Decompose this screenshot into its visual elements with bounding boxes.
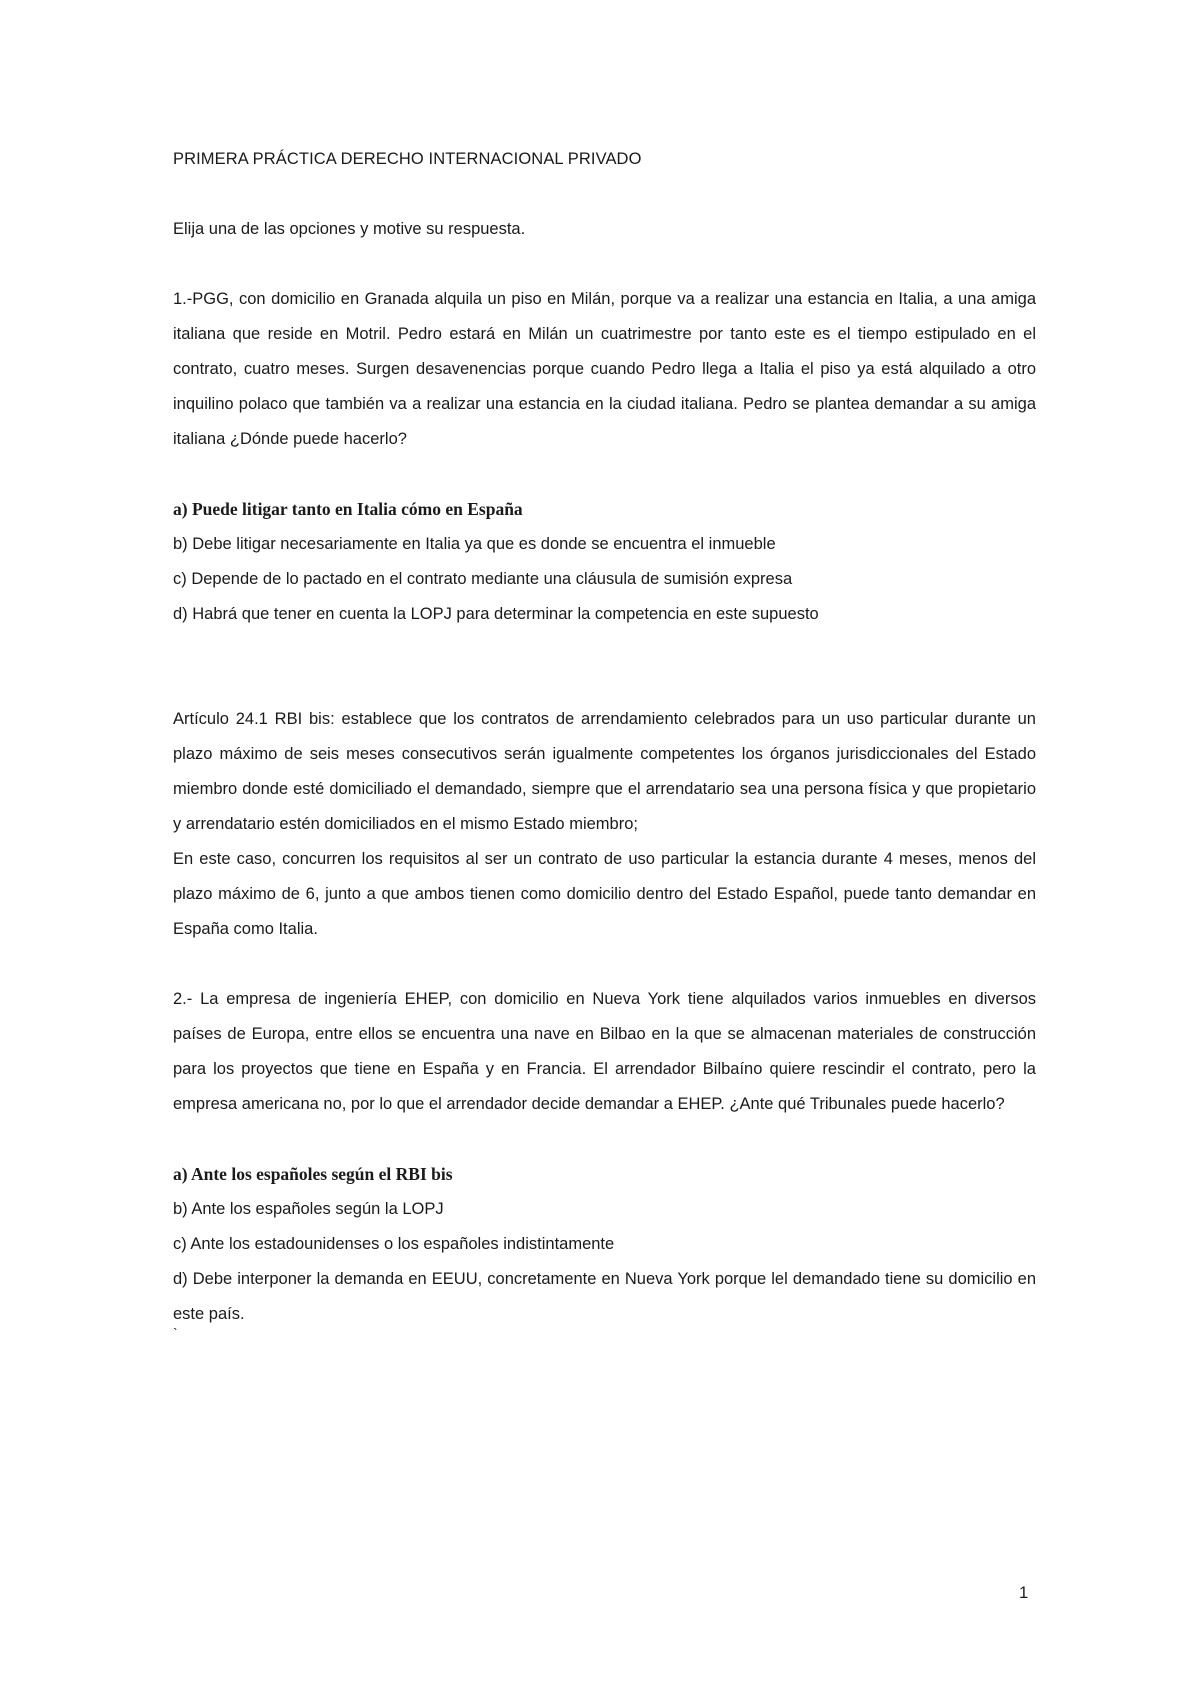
question-2-option-d: d) Debe interponer la demanda en EEUU, concretamente en Nueva York porque lel demandado tiene su domicilio en este país. bbox=[173, 1270, 1036, 1323]
question-2-options bbox=[173, 1157, 1036, 1332]
page-number: 1 bbox=[1019, 1584, 1029, 1602]
question-1-option-c: c) Depende de lo pactado en el contrato mediante una cláusula de sumisión expresa bbox=[173, 570, 793, 588]
question-1-option-a: a) Puede litigar tanto en Italia cómo en España bbox=[173, 499, 523, 519]
question-1-option-d: d) Habrá que tener en cuenta la LOPJ para determinar la competencia en este supuesto bbox=[173, 605, 819, 623]
document-title: PRIMERA PRÁCTICA DERECHO INTERNACIONAL PRIVADO bbox=[173, 150, 642, 168]
question-2-text: 2.- La empresa de ingeniería EHEP, con domicilio en Nueva York tiene alquilados varios inmuebles en diversos países de Europa, entre ellos se encuentra una nave en Bilbao en la que se almacenan materiales de construcción para los proyectos que tiene en España y en Francia. El arrendador Bilbaíno quiere rescindir el contrato, pero la empresa americana no, por lo que el arrendador decide demandar a EHEP. ¿Ante qué Tribunales puede hacerlo? bbox=[173, 990, 1036, 1113]
question-2-option-b: b) Ante los españoles según la LOPJ bbox=[173, 1200, 444, 1218]
document-content bbox=[173, 142, 1036, 1340]
question-1-answer bbox=[173, 702, 1036, 947]
question-1-options bbox=[173, 492, 1036, 632]
stray-mark: ` bbox=[173, 1325, 178, 1341]
answer-paragraph-2: En este caso, concurren los requisitos al ser un contrato de uso particular la estancia durante 4 meses, menos del plazo máximo de 6, junto a que ambos tienen como domicilio dentro del Estado Español, puede tanto demandar en España como Italia. bbox=[173, 850, 1036, 938]
question-2-option-a: a) Ante los españoles según el RBI bis bbox=[173, 1164, 453, 1184]
question-2-option-c: c) Ante los estadounidenses o los españoles indistintamente bbox=[173, 1235, 615, 1253]
question-1-option-b: b) Debe litigar necesariamente en Italia ya que es donde se encuentra el inmueble bbox=[173, 535, 776, 553]
instructions: Elija una de las opciones y motive su respuesta. bbox=[173, 220, 526, 238]
answer-paragraph-1: Artículo 24.1 RBI bis: establece que los contratos de arrendamiento celebrados para un uso particular durante un plazo máximo de seis meses consecutivos serán igualmente competentes los órganos jurisdiccionales del Estado miembro donde esté domiciliado el demandado, siempre que el arrendatario sea una persona física y que propietario y arrendatario estén domiciliados en el mismo Estado miembro; bbox=[173, 710, 1036, 833]
question-1-text: 1.-PGG, con domicilio en Granada alquila un piso en Milán, porque va a realizar una estancia en Italia, a una amiga italiana que reside en Motril. Pedro estará en Milán un cuatrimestre por tanto este es el tiempo estipulado en el contrato, cuatro meses. Surgen desavenencias porque cuando Pedro llega a Italia el piso ya está alquilado a otro inquilino polaco que también va a realizar una estancia en la ciudad italiana. Pedro se plantea demandar a su amiga italiana ¿Dónde puede hacerlo? bbox=[173, 290, 1036, 448]
